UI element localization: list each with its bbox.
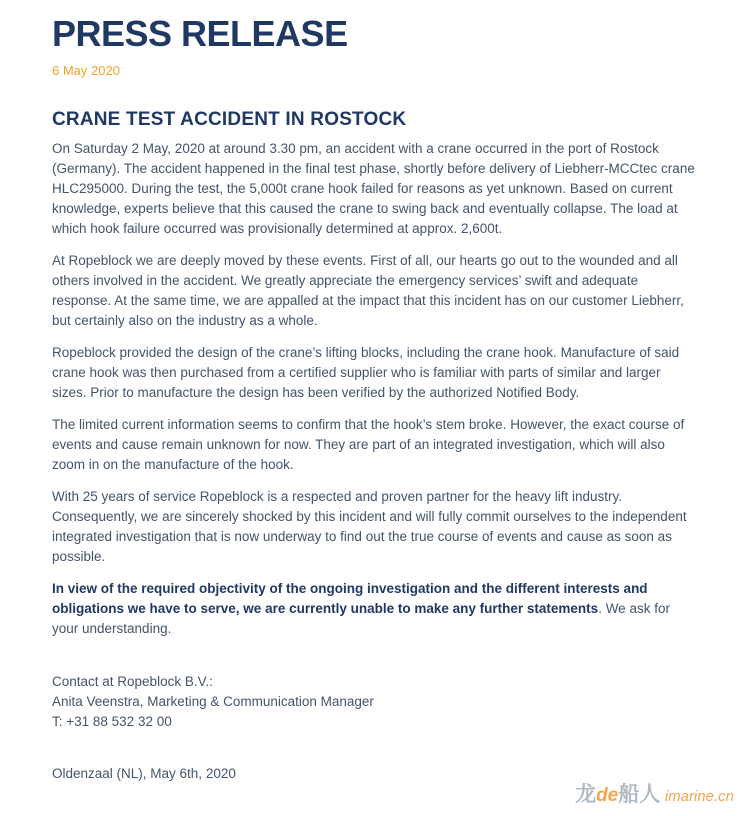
- contact-phone: T: +31 88 532 32 00: [52, 713, 172, 729]
- watermark-site-url: imarine.cn: [664, 788, 734, 805]
- paragraph-sympathy: At Ropeblock we are deeply moved by these events. First of all, our hearts go out to the wounded and all others involved in the accident. We greatly appreciate the emergency services’ swift and adequate response. At the same time, we are appalled at the impact that this incident has on our customer Liebherr, but certainly also on the industry as a whole.: [52, 252, 684, 328]
- watermark-cjk-rest: 船人: [618, 783, 661, 806]
- contact-name: Anita Veenstra, Marketing & Communication Manager: [52, 693, 374, 709]
- release-date: 6 May 2020: [52, 62, 120, 78]
- statement-regular-text: . We ask for your understanding.: [52, 600, 670, 636]
- signoff-place-date: Oldenzaal (NL), May 6th, 2020: [52, 765, 236, 781]
- statement-bold-text: In view of the required objectivity of the ongoing investigation and the different interests and obligations we have to serve, we are currently unable to make any further statements: [52, 580, 648, 616]
- paragraph-company-commitment: With 25 years of service Ropeblock is a respected and proven partner for the heavy lift industry. Consequently, we are sincerely shocked by this incident and will fully commit ourselves to the independent integrated investigation that is now underway to find out the true course of events and cause as soon as possible.: [52, 488, 687, 564]
- article-heading: CRANE TEST ACCIDENT IN ROSTOCK: [52, 108, 407, 130]
- article-body: [52, 139, 696, 784]
- contact-intro: Contact at Ropeblock B.V.:: [52, 673, 213, 689]
- paragraph-investigation-status: The limited current information seems to confirm that the hook’s stem broke. However, the exact course of events and cause remain unknown for now. They are part of an integrated investigation, which will also zoom in on the manufacture of the hook.: [52, 416, 685, 472]
- paragraph-accident-description: On Saturday 2 May, 2020 at around 3.30 pm, an accident with a crane occurred in the port of Rostock (Germany). The accident happened in the final test phase, shortly before delivery of Liebherr-MCCtec crane HLC295000. During the test, the 5,000t crane hook failed for reasons as yet unknown. Based on current knowledge, experts believe that this caused the crane to swing back and eventually collapse. The load at which hook failure occurred was provisionally determined at approx. 2,600t.: [52, 140, 695, 236]
- watermark-latin-mid: de: [596, 785, 619, 806]
- contact-block: [52, 672, 696, 732]
- watermark-cjk-first: 龙: [575, 783, 597, 806]
- page-title: PRESS RELEASE: [52, 13, 348, 54]
- paragraph-design-provenance: Ropeblock provided the design of the crane’s lifting blocks, including the crane hook. Manufacture of said crane hook was then purchased from a certified supplier who is familiar with parts of similar and larger sizes. Prior to manufacture the design has been verified by the authorized Notified Body.: [52, 344, 680, 400]
- watermark-imarine: [575, 778, 734, 808]
- paragraph-official-statement: [52, 579, 696, 639]
